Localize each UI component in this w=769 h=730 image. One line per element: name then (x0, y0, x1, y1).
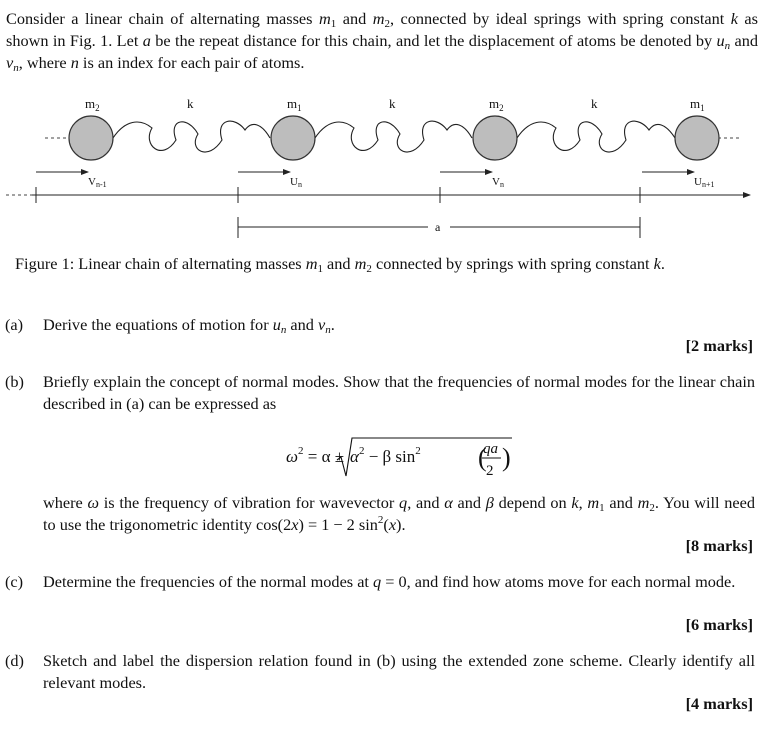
math-q: q (373, 572, 382, 591)
linear-chain-figure (0, 88, 769, 248)
caption-text: connected by springs with spring constant (371, 254, 654, 273)
question-body (43, 314, 755, 336)
question-label: (a) (5, 315, 24, 334)
math-omega: ω (87, 493, 100, 512)
question-text: and (286, 315, 318, 334)
math-m2: m (354, 254, 367, 273)
intro-text: and (730, 31, 759, 50)
dispersion-equation (0, 432, 769, 482)
displacement-label: Vn (492, 176, 504, 189)
math-m2: m (372, 9, 385, 28)
question-body (43, 571, 755, 593)
math-v: v (317, 315, 326, 334)
mass-label: $m_1$ (287, 96, 302, 113)
displacement-label: Vn-1 (88, 176, 107, 189)
figure-caption (15, 254, 760, 274)
question-a (5, 314, 755, 336)
question-c (5, 571, 755, 593)
math-k: k (653, 254, 661, 273)
mass-ball (69, 116, 113, 160)
math-sub: n (280, 324, 287, 336)
mass-ball (473, 116, 517, 160)
marks-b: [8 marks] (685, 536, 753, 555)
mass-label: $m_2$ (85, 96, 100, 113)
question-text: Determine the frequencies of the normal modes at (43, 572, 374, 591)
displacement-label: Un (290, 176, 302, 189)
question-text: = 0, and find how atoms move for each normal mode. (381, 572, 736, 591)
mass-label: $m_2$ (489, 96, 504, 113)
intro-text: and (336, 9, 373, 28)
math-sub: n (724, 40, 731, 52)
math-sub: 2 (366, 263, 372, 275)
math-beta: β (485, 493, 494, 512)
spring-1 (113, 121, 270, 152)
intro-paragraph (6, 8, 758, 74)
spring-label: k (591, 96, 598, 111)
math-m1: m (318, 9, 331, 28)
marks-d: [4 marks] (685, 694, 753, 713)
spring-label: k (389, 96, 396, 111)
caption-text: . (660, 254, 665, 273)
question-text: where (43, 493, 88, 512)
math-sub: 1 (317, 263, 323, 275)
math-sub: 1 (599, 502, 605, 514)
spring-2 (315, 121, 472, 152)
identity-text: ). (396, 515, 406, 534)
math-m2: m (637, 493, 650, 512)
equation-radicand: $\alpha^2 - \beta$ $\sin^2$ (350, 445, 421, 466)
math-n: n (70, 53, 79, 72)
math-u: u (272, 315, 281, 334)
math-sub: 1 (330, 18, 337, 30)
math-alpha: α (444, 493, 453, 512)
equation-lhs: $\omega^2 = \alpha$ ± (286, 445, 345, 466)
math-k: k (730, 9, 738, 28)
math-sub: 2 (649, 502, 655, 514)
question-text: Derive the equations of motion for (43, 315, 273, 334)
spring-3 (517, 121, 675, 152)
fraction-numerator: qa (483, 441, 498, 457)
question-body: Sketch and label the dispersion relation found in (b) using the extended zone scheme. Clearly identify all relevant modes. (43, 651, 755, 692)
paren-right: ) (502, 443, 511, 472)
mass-ball (675, 116, 719, 160)
math-m1: m (305, 254, 318, 273)
math-a: a (142, 31, 151, 50)
math-v: v (6, 53, 14, 72)
identity-text: ( (383, 515, 389, 534)
math-sup: 2 (377, 514, 384, 526)
math-u: u (716, 31, 725, 50)
mass-ball (271, 116, 315, 160)
identity-text: cos(2 (255, 515, 292, 534)
question-text: and (604, 493, 638, 512)
question-b (5, 371, 755, 415)
math-q: q (399, 493, 408, 512)
question-label: (d) (5, 651, 24, 670)
period-label: a (435, 220, 441, 234)
marks-c: [6 marks] (685, 615, 753, 634)
intro-text: is an index for each pair of atoms. (78, 53, 305, 72)
marks-a: [2 marks] (685, 336, 753, 355)
intro-text: as shown in Fig. 1. Let (6, 9, 758, 50)
math-sub: 2 (384, 18, 390, 30)
paren-left: ( (478, 443, 487, 472)
question-body (43, 492, 755, 536)
displacement-label: Un+1 (694, 176, 715, 189)
spring-label: k (187, 96, 194, 111)
intro-text: be the repeat distance for this chain, and let the displacement of atoms be denoted by (150, 31, 717, 50)
math-k: k (571, 493, 579, 512)
caption-text: Figure 1: Linear chain of alternating masses (15, 254, 306, 273)
question-b-continued (5, 492, 755, 536)
fraction-denominator: 2 (486, 463, 494, 479)
identity-text: ) = 1 − 2 sin (298, 515, 378, 534)
intro-text: , where (18, 53, 71, 72)
question-text: , and (407, 493, 445, 512)
question-text: depend on (493, 493, 572, 512)
question-text: , (578, 493, 588, 512)
math-m1: m (587, 493, 600, 512)
question-label: (b) (5, 372, 24, 391)
question-body: Briefly explain the concept of normal modes. Show that the frequencies of normal modes for the linear chain described in (a) can be expressed as (43, 372, 755, 413)
math-x: x (291, 515, 299, 534)
question-text: . You will need to use the trigonometric identity (43, 493, 756, 534)
question-label: (c) (5, 572, 24, 591)
question-text: and (452, 493, 486, 512)
math-sub: n (325, 324, 331, 336)
question-text: . (330, 315, 335, 334)
question-text: is the frequency of vibration for wavevector (99, 493, 400, 512)
math-sub: n (13, 62, 19, 74)
math-x: x (388, 515, 397, 534)
mass-label: $m_1$ (690, 96, 705, 113)
intro-text: Consider a linear chain of alternating masses (6, 9, 319, 28)
question-d (5, 650, 755, 694)
caption-text: and (322, 254, 355, 273)
intro-text: , connected by ideal springs with spring constant (389, 9, 731, 28)
